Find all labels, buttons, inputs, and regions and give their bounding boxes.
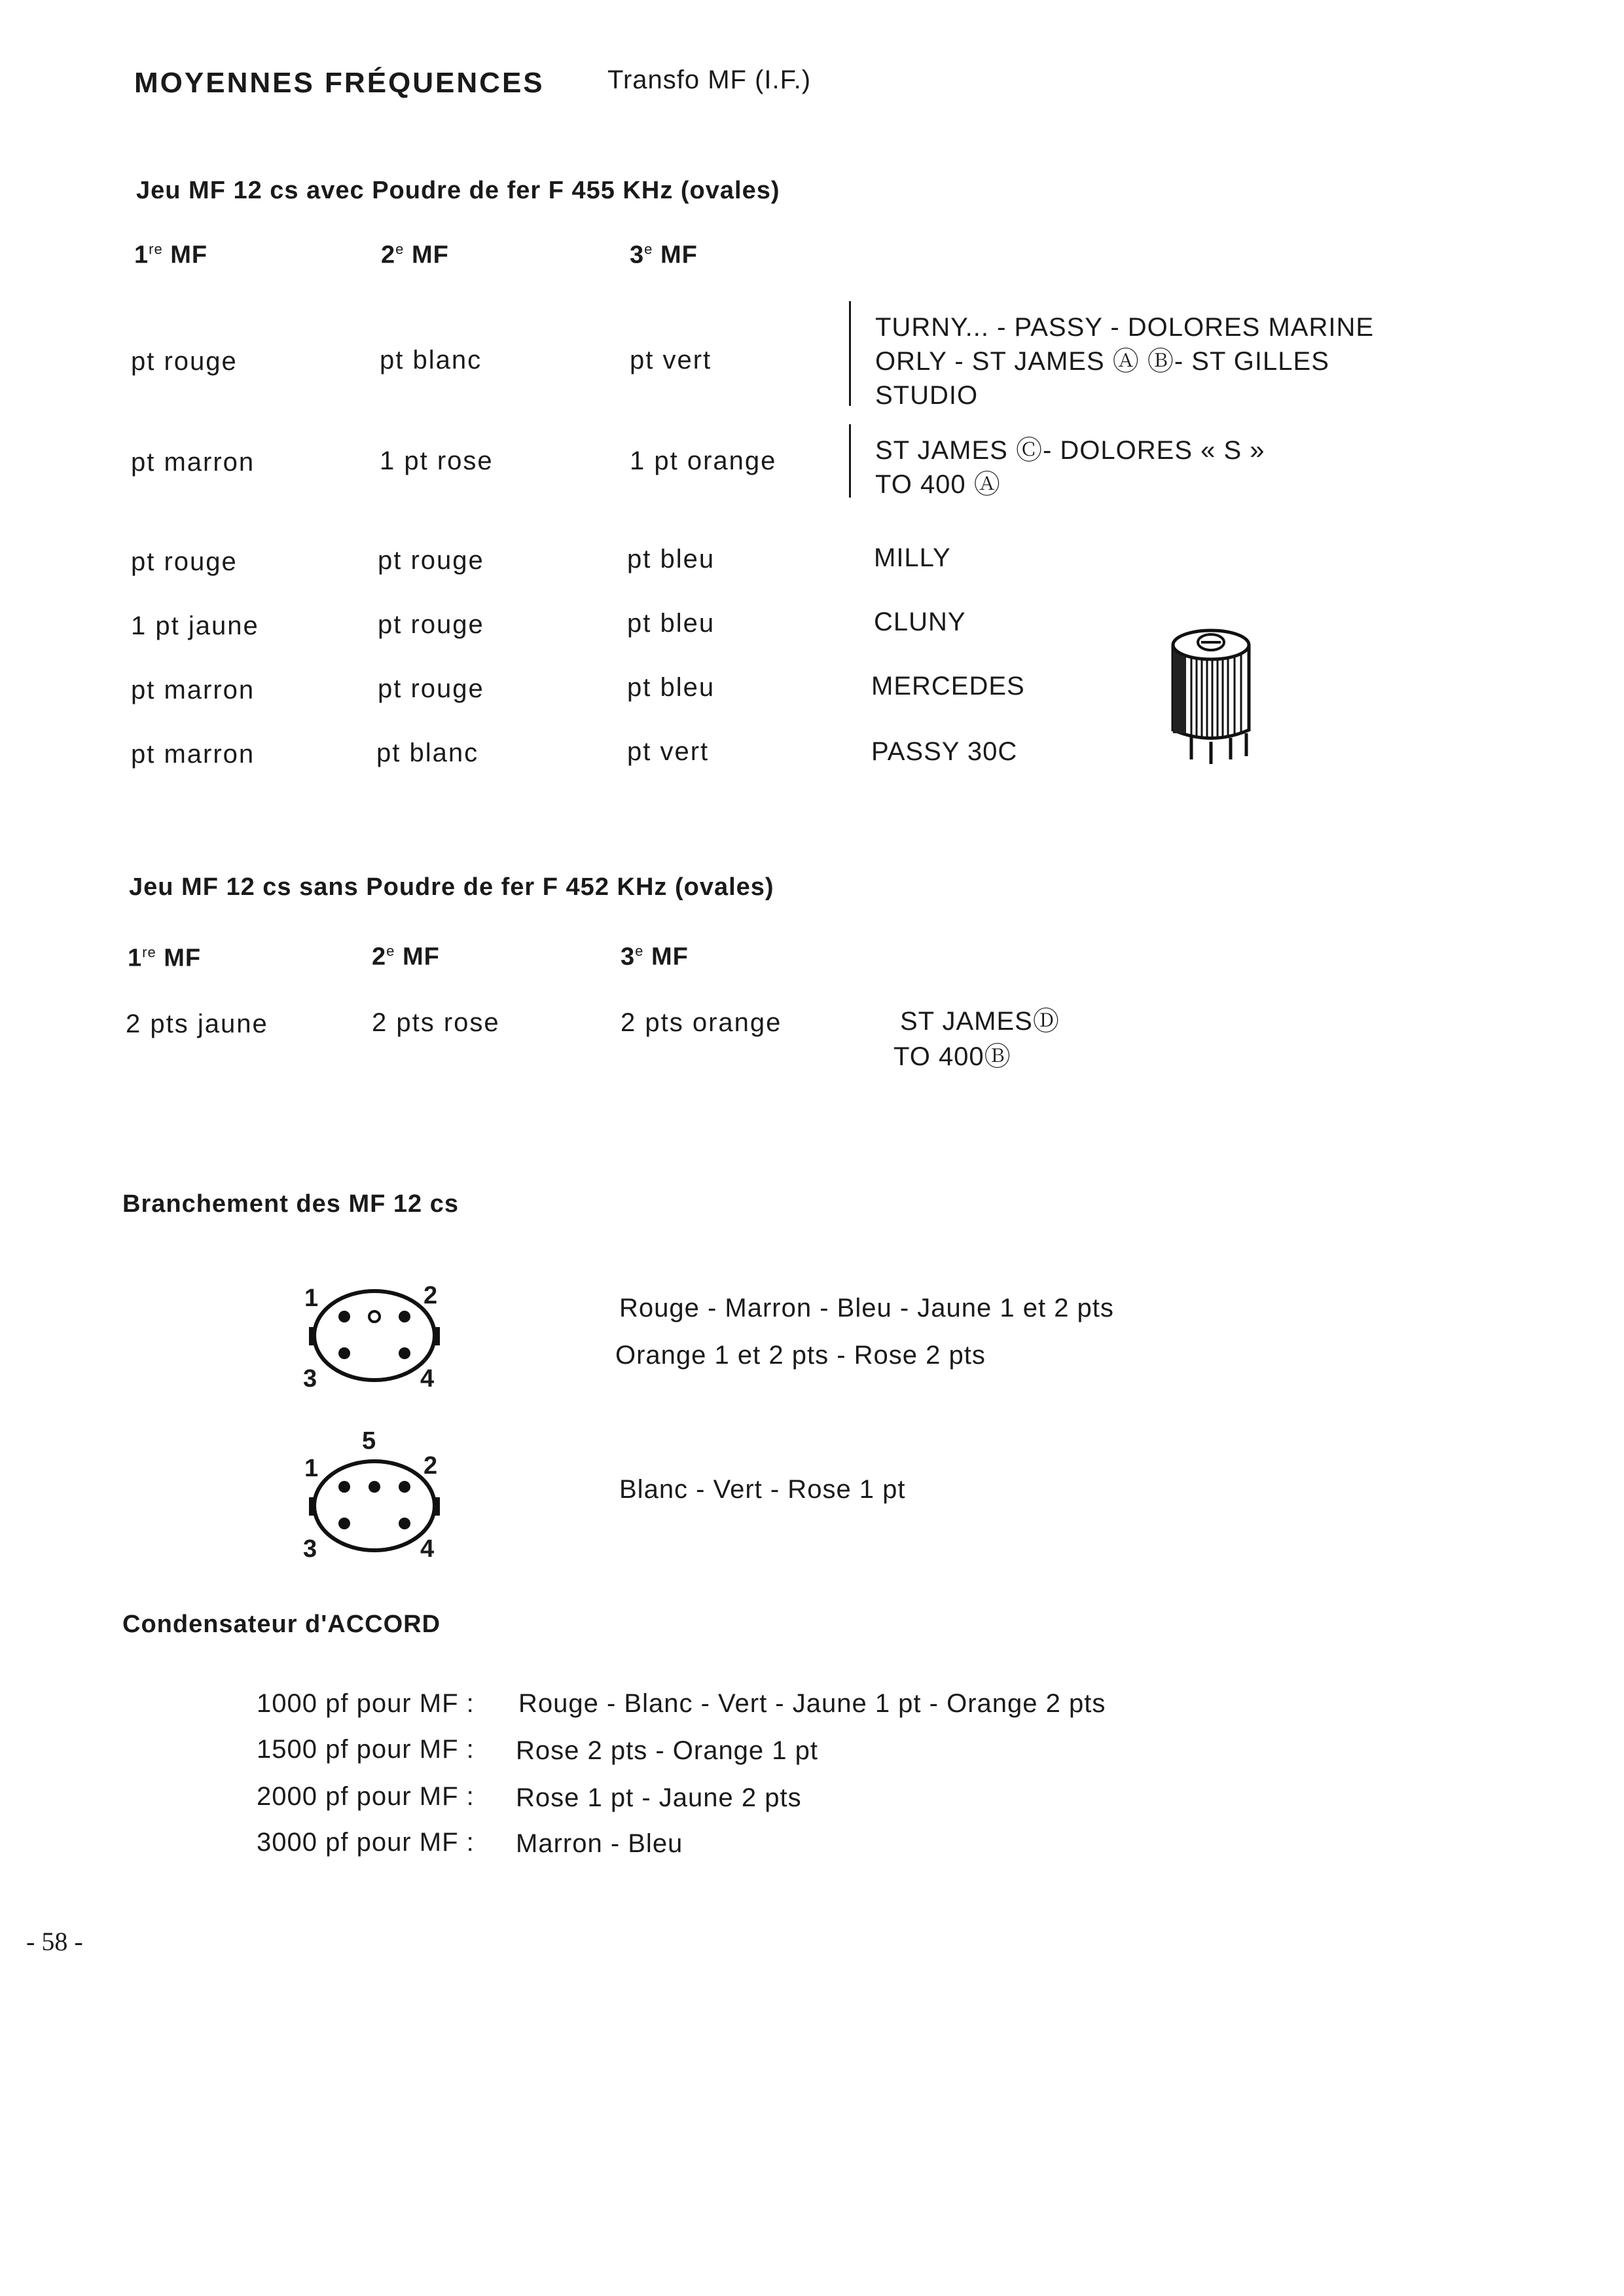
set2-heading: Jeu MF 12 cs sans Poudre de fer F 452 KHz (ovales) (129, 873, 774, 901)
wiring-line-3: Blanc - Vert - Rose 1 pt (619, 1475, 906, 1504)
pin-label-4: 4 (420, 1535, 435, 1563)
set1-col-mf3: 3e MF (630, 241, 698, 269)
pin-label-3: 3 (303, 1535, 317, 1563)
set1-row4-models: MERCEDES (871, 672, 1025, 701)
set1-row5-models: PASSY 30C (871, 737, 1018, 766)
page-number: - 58 - (26, 1927, 83, 1956)
set1-row2-mf2: pt rouge (378, 546, 484, 575)
cap-row-value: 1000 pf pour MF : (257, 1689, 475, 1718)
cap-row-colors: Rose 1 pt - Jaune 2 pts (516, 1783, 802, 1812)
set1-row3-mf2: pt rouge (378, 610, 484, 639)
pin-label-1: 1 (304, 1455, 319, 1482)
page-title: MOYENNES FRÉQUENCES (134, 67, 545, 99)
set1-row0-mf1: pt rouge (131, 347, 238, 376)
pin-label-5: 5 (362, 1427, 376, 1455)
set1-col-mf1: 1re MF (134, 241, 208, 269)
wiring-heading: Branchement des MF 12 cs (122, 1190, 459, 1218)
set1-row5-mf2: pt blanc (376, 738, 479, 767)
set1-row3-mf1: 1 pt jaune (131, 611, 259, 640)
set1-row5-mf1: pt marron (131, 740, 255, 769)
transformer-can-icon (1165, 625, 1260, 769)
set1-row3-mf3: pt bleu (627, 609, 715, 638)
set1-row1-mf3: 1 pt orange (630, 446, 777, 475)
set1-row1-models: ST JAMES Ⓒ- DOLORES « S » TO 400 Ⓐ (875, 436, 1265, 499)
set1-row0-mf3: pt vert (630, 346, 712, 374)
set1-row2-models: MILLY (874, 543, 951, 572)
set1-row0-mf2: pt blanc (380, 346, 482, 374)
page-subtitle: Transfo MF (I.F.) (607, 65, 812, 94)
capacitor-heading: Condensateur d'ACCORD (122, 1611, 441, 1638)
cap-row-colors: Marron - Bleu (516, 1829, 683, 1858)
set1-row1-mf2: 1 pt rose (380, 446, 494, 475)
wiring-line-1: Rouge - Marron - Bleu - Jaune 1 et 2 pts (619, 1294, 1114, 1322)
set1-heading: Jeu MF 12 cs avec Poudre de fer F 455 KHz (ovales) (136, 177, 780, 204)
set2-col-mf3: 3e MF (621, 943, 689, 971)
wiring-line-2: Orange 1 et 2 pts - Rose 2 pts (615, 1341, 986, 1370)
set1-row2-mf1: pt rouge (131, 547, 238, 576)
bracket-line (849, 424, 851, 498)
set2-row0-mf2: 2 pts rose (372, 1008, 500, 1037)
cap-row-value: 2000 pf pour MF : (257, 1782, 475, 1811)
set1-row4-mf1: pt marron (131, 676, 255, 704)
cap-row-value: 1500 pf pour MF : (257, 1735, 475, 1764)
set2-row0-mf1: 2 pts jaune (126, 1010, 268, 1038)
pin-label-4: 4 (420, 1365, 435, 1393)
cap-row-value: 3000 pf pour MF : (257, 1828, 475, 1857)
set2-row0-models-line2: TO 400Ⓑ (893, 1042, 1011, 1071)
set1-row4-mf3: pt bleu (627, 673, 715, 702)
pin-label-3: 3 (303, 1365, 317, 1393)
pin-label-2: 2 (424, 1452, 438, 1480)
set2-col-mf2: 2e MF (372, 943, 440, 971)
pin-label-2: 2 (424, 1282, 438, 1309)
cap-row-colors: Rouge - Blanc - Vert - Jaune 1 pt - Orange 2 pts (518, 1689, 1106, 1718)
set1-row4-mf2: pt rouge (378, 674, 484, 703)
set1-row2-mf3: pt bleu (627, 545, 715, 574)
set1-col-mf2: 2e MF (381, 241, 449, 269)
bracket-line (849, 301, 851, 406)
set1-row1-mf1: pt marron (131, 448, 255, 477)
set1-row0-models: TURNY... - PASSY - DOLORES MARINE ORLY - ST JAMES Ⓐ Ⓑ- ST GILLES STUDIO (875, 313, 1375, 410)
set2-row0-mf3: 2 pts orange (621, 1008, 782, 1037)
set2-col-mf1: 1re MF (128, 944, 202, 972)
set1-row3-models: CLUNY (874, 608, 966, 636)
cap-row-colors: Rose 2 pts - Orange 1 pt (516, 1736, 819, 1765)
set1-row5-mf3: pt vert (627, 737, 710, 766)
pin-label-1: 1 (304, 1285, 319, 1312)
set2-row0-models-line1: ST JAMESⒹ (900, 1007, 1060, 1036)
